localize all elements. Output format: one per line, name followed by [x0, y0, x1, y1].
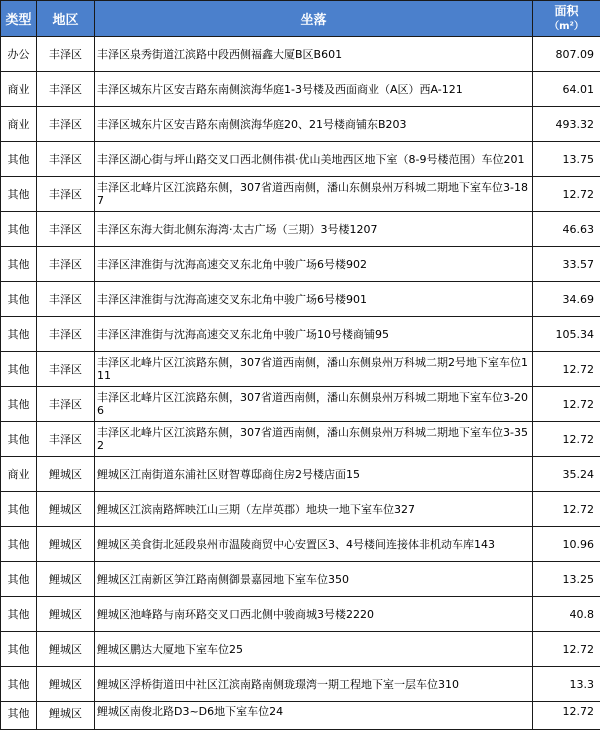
cell-type: 其他 [1, 212, 37, 247]
cell-district: 丰泽区 [37, 422, 95, 457]
cell-district: 鲤城区 [37, 597, 95, 632]
cell-area: 493.32 [533, 107, 600, 142]
cell-location: 鲤城区池峰路与南环路交叉口西北侧中骏商城3号楼2220 [95, 597, 533, 632]
cell-location: 丰泽区北峰片区江滨路东侧，307省道西南侧，潘山东侧泉州万科城二期地下室车位3-352 [95, 422, 533, 457]
cell-location: 丰泽区城东片区安吉路东南侧滨海华庭1-3号楼及西面商业（A区）西A-121 [95, 72, 533, 107]
cell-location: 丰泽区湖心街与坪山路交叉口西北侧伟祺·优山美地西区地下室（8-9号楼范围）车位201 [95, 142, 533, 177]
table-row [1, 247, 600, 282]
cell-district: 鲤城区 [37, 702, 95, 730]
cell-area: 12.72 [533, 422, 600, 457]
cell-location: 鲤城区美食街北延段泉州市温陵商贸中心安置区3、4号楼间连接体非机动车库143 [95, 527, 533, 562]
cell-district: 丰泽区 [37, 387, 95, 422]
cell-type: 办公 [1, 37, 37, 72]
cell-location: 丰泽区津淮街与沈海高速交叉东北角中骏广场6号楼901 [95, 282, 533, 317]
table-row [1, 107, 600, 142]
cell-location: 丰泽区北峰片区江滨路东侧，307省道西南侧，潘山东侧泉州万科城二期地下室车位3-206 [95, 387, 533, 422]
table-row [1, 527, 600, 562]
cell-type: 商业 [1, 107, 37, 142]
cell-area: 33.57 [533, 247, 600, 282]
table-row [1, 492, 600, 527]
cell-location: 鲤城区江南街道东浦社区财智尊邸商住房2号楼店面15 [95, 457, 533, 492]
cell-type: 其他 [1, 282, 37, 317]
header-area-label: 面积 [554, 4, 578, 18]
header-area-unit: （m²） [549, 21, 584, 32]
cell-district: 丰泽区 [37, 247, 95, 282]
cell-area: 10.96 [533, 527, 600, 562]
cell-district: 鲤城区 [37, 457, 95, 492]
cell-district: 鲤城区 [37, 667, 95, 702]
cell-location: 丰泽区北峰片区江滨路东侧，307省道西南侧，潘山东侧泉州万科城二期2号地下室车位111 [95, 352, 533, 387]
table-row [1, 317, 600, 352]
cell-district: 丰泽区 [37, 317, 95, 352]
cell-area: 13.75 [533, 142, 600, 177]
table-row [1, 632, 600, 667]
table-row [1, 352, 600, 387]
cell-location: 鲤城区浮桥街道田中社区江滨南路南侧珑璟湾一期工程地下室一层车位310 [95, 667, 533, 702]
cell-type: 其他 [1, 142, 37, 177]
cell-area: 64.01 [533, 72, 600, 107]
cell-area: 105.34 [533, 317, 600, 352]
cell-location: 丰泽区津淮街与沈海高速交叉东北角中骏广场10号楼商铺95 [95, 317, 533, 352]
table-row [1, 72, 600, 107]
table-row [1, 562, 600, 597]
cell-district: 鲤城区 [37, 562, 95, 597]
cell-location: 丰泽区泉秀街道江滨路中段西侧福鑫大厦B区B601 [95, 37, 533, 72]
cell-district: 丰泽区 [37, 282, 95, 317]
header-row [1, 1, 600, 37]
cell-type: 商业 [1, 457, 37, 492]
cell-type: 其他 [1, 492, 37, 527]
cell-location: 丰泽区东海大街北侧东海湾·太古广场（三期）3号楼1207 [95, 212, 533, 247]
cell-area: 34.69 [533, 282, 600, 317]
table-row [1, 177, 600, 212]
cell-district: 丰泽区 [37, 107, 95, 142]
cell-location: 丰泽区北峰片区江滨路东侧，307省道西南侧，潘山东侧泉州万科城二期地下室车位3-187 [95, 177, 533, 212]
cell-type: 商业 [1, 72, 37, 107]
table-row [1, 597, 600, 632]
header-district: 地区 [37, 1, 95, 37]
cell-district: 丰泽区 [37, 142, 95, 177]
cell-type: 其他 [1, 247, 37, 282]
table-row [1, 457, 600, 492]
cell-district: 丰泽区 [37, 352, 95, 387]
cell-location: 鲤城区鹏达大厦地下室车位25 [95, 632, 533, 667]
cell-location: 丰泽区津淮街与沈海高速交叉东北角中骏广场6号楼902 [95, 247, 533, 282]
cell-area: 40.8 [533, 597, 600, 632]
cell-area: 35.24 [533, 457, 600, 492]
table-row [1, 422, 600, 457]
cell-area: 13.3 [533, 667, 600, 702]
cell-type: 其他 [1, 527, 37, 562]
table-row [1, 387, 600, 422]
cell-district: 鲤城区 [37, 492, 95, 527]
cell-type: 其他 [1, 597, 37, 632]
table-row [1, 212, 600, 247]
table-row [1, 37, 600, 72]
cell-location: 鲤城区江滨南路辉映江山三期（左岸英郡）地块一地下室车位327 [95, 492, 533, 527]
cell-district: 丰泽区 [37, 177, 95, 212]
cell-area: 12.72 [533, 632, 600, 667]
cell-type: 其他 [1, 632, 37, 667]
cell-area: 12.72 [533, 492, 600, 527]
cell-area: 12.72 [533, 702, 600, 730]
table-row [1, 667, 600, 702]
cell-area: 12.72 [533, 177, 600, 212]
cell-district: 丰泽区 [37, 37, 95, 72]
cell-type: 其他 [1, 352, 37, 387]
cell-area: 12.72 [533, 387, 600, 422]
cell-type: 其他 [1, 562, 37, 597]
cell-district: 鲤城区 [37, 632, 95, 667]
cell-area: 807.09 [533, 37, 600, 72]
cell-type: 其他 [1, 317, 37, 352]
cell-location: 丰泽区城东片区安吉路东南侧滨海华庭20、21号楼商铺东B203 [95, 107, 533, 142]
cell-area: 13.25 [533, 562, 600, 597]
cell-type: 其他 [1, 667, 37, 702]
cell-district: 丰泽区 [37, 212, 95, 247]
cell-area: 12.72 [533, 352, 600, 387]
cell-district: 丰泽区 [37, 72, 95, 107]
cell-location: 鲤城区南俊北路D3~D6地下室车位24 [95, 702, 533, 730]
cell-district: 鲤城区 [37, 527, 95, 562]
header-area [533, 1, 600, 37]
table-row [1, 282, 600, 317]
cell-type: 其他 [1, 422, 37, 457]
cell-type: 其他 [1, 387, 37, 422]
header-location: 坐落 [95, 1, 533, 37]
table-row [1, 142, 600, 177]
header-type: 类型 [1, 1, 37, 37]
cell-location: 鲤城区江南新区笋江路南侧御景嘉园地下室车位350 [95, 562, 533, 597]
cell-type: 其他 [1, 177, 37, 212]
table-row [1, 702, 600, 730]
cell-area: 46.63 [533, 212, 600, 247]
cell-type: 其他 [1, 702, 37, 730]
